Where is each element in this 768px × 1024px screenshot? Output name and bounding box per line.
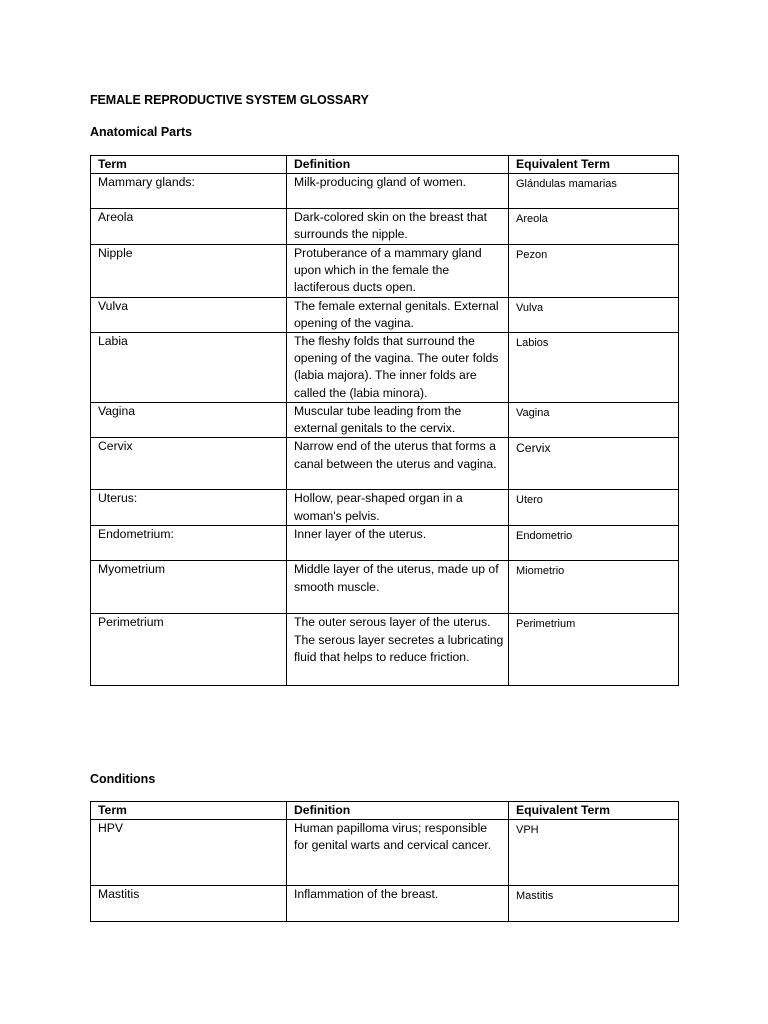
definition-cell: Milk-producing gland of women. bbox=[287, 174, 509, 209]
term-cell: Vagina bbox=[91, 403, 287, 438]
table-row bbox=[91, 886, 679, 922]
term-cell: Cervix bbox=[91, 438, 287, 490]
term-cell: Labia bbox=[91, 333, 287, 403]
equivalent-term-cell: Labios bbox=[509, 333, 679, 403]
definition-cell: Hollow, pear-shaped organ in a woman's pelvis. bbox=[287, 490, 509, 526]
equivalent-term-cell: Utero bbox=[509, 490, 679, 526]
table-row bbox=[91, 174, 679, 209]
table-row bbox=[91, 403, 679, 438]
column-header-term: Term bbox=[91, 156, 287, 174]
table-row bbox=[91, 245, 679, 298]
definition-cell: The fleshy folds that surround the opening of the vagina. The outer folds (labia majora). The inner folds are called the (labia minora). bbox=[287, 333, 509, 403]
table-row bbox=[91, 438, 679, 490]
table-row bbox=[91, 614, 679, 686]
conditions-table bbox=[90, 801, 679, 922]
equivalent-term-cell: Glándulas mamarias bbox=[509, 174, 679, 209]
term-cell: Nipple bbox=[91, 245, 287, 298]
equivalent-term-cell: Perimetrium bbox=[509, 614, 679, 686]
anatomical-parts-table bbox=[90, 155, 679, 686]
page-title: FEMALE REPRODUCTIVE SYSTEM GLOSSARY bbox=[90, 93, 369, 107]
term-cell: Endometrium: bbox=[91, 526, 287, 561]
table-row bbox=[91, 333, 679, 403]
definition-cell: The female external genitals. External opening of the vagina. bbox=[287, 297, 509, 332]
column-header-term: Term bbox=[91, 802, 287, 820]
term-cell: Myometrium bbox=[91, 561, 287, 614]
term-cell: Areola bbox=[91, 209, 287, 245]
definition-cell: Inner layer of the uterus. bbox=[287, 526, 509, 561]
equivalent-term-cell: Vagina bbox=[509, 403, 679, 438]
definition-cell: Middle layer of the uterus, made up of smooth muscle. bbox=[287, 561, 509, 614]
term-cell: Mammary glands: bbox=[91, 174, 287, 209]
definition-cell: Human papilloma virus; responsible for genital warts and cervical cancer. bbox=[287, 820, 509, 886]
term-cell: Perimetrium bbox=[91, 614, 287, 686]
term-cell: Uterus: bbox=[91, 490, 287, 526]
equivalent-term-cell: Pezon bbox=[509, 245, 679, 298]
table-row bbox=[91, 820, 679, 886]
definition-cell: The outer serous layer of the uterus. The serous layer secretes a lubricating fluid that helps to reduce friction. bbox=[287, 614, 509, 686]
definition-cell: Narrow end of the uterus that forms a canal between the uterus and vagina. bbox=[287, 438, 509, 490]
equivalent-term-cell: Cervix bbox=[509, 438, 679, 490]
definition-cell: Dark-colored skin on the breast that surrounds the nipple. bbox=[287, 209, 509, 245]
table-header-row bbox=[91, 156, 679, 174]
column-header-definition: Definition bbox=[287, 802, 509, 820]
column-header-equivalent-term: Equivalent Term bbox=[509, 802, 679, 820]
definition-cell: Inflammation of the breast. bbox=[287, 886, 509, 922]
column-header-equivalent-term: Equivalent Term bbox=[509, 156, 679, 174]
term-cell: Mastitis bbox=[91, 886, 287, 922]
section-heading-anatomical-parts: Anatomical Parts bbox=[90, 125, 193, 139]
table-row bbox=[91, 561, 679, 614]
table-header-row bbox=[91, 802, 679, 820]
section-heading-conditions: Conditions bbox=[90, 772, 156, 786]
equivalent-term-cell: Miometrio bbox=[509, 561, 679, 614]
definition-cell: Protuberance of a mammary gland upon which in the female the lactiferous ducts open. bbox=[287, 245, 509, 298]
table-row bbox=[91, 209, 679, 245]
equivalent-term-cell: VPH bbox=[509, 820, 679, 886]
column-header-definition: Definition bbox=[287, 156, 509, 174]
table-row bbox=[91, 297, 679, 332]
equivalent-term-cell: Areola bbox=[509, 209, 679, 245]
equivalent-term-cell: Mastitis bbox=[509, 886, 679, 922]
term-cell: Vulva bbox=[91, 297, 287, 332]
table-row bbox=[91, 490, 679, 526]
table-row bbox=[91, 526, 679, 561]
definition-cell: Muscular tube leading from the external genitals to the cervix. bbox=[287, 403, 509, 438]
equivalent-term-cell: Vulva bbox=[509, 297, 679, 332]
term-cell: HPV bbox=[91, 820, 287, 886]
equivalent-term-cell: Endometrio bbox=[509, 526, 679, 561]
